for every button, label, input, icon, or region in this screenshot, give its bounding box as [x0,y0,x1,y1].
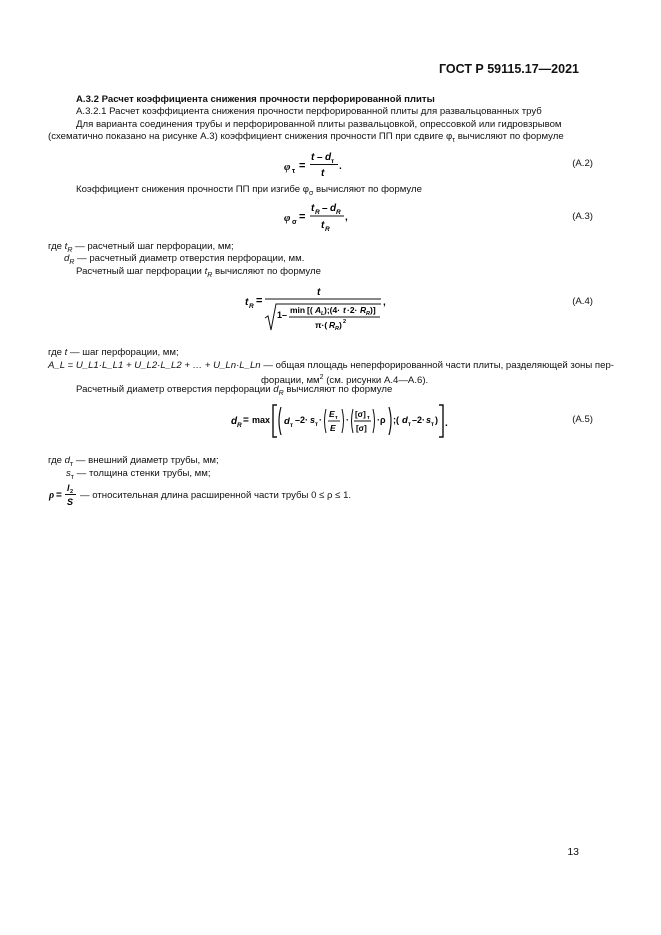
svg-text:d: d [284,416,290,427]
svg-text:E: E [330,423,336,433]
svg-text:–: – [322,203,328,214]
page-number: 13 [567,846,579,858]
svg-text:L: L [321,311,325,317]
svg-text:π·(: π·( [315,320,328,330]
svg-text:t: t [343,305,346,315]
svg-text:R: R [366,311,370,317]
svg-text:[σ]: [σ] [356,424,367,433]
svg-text:t: t [321,220,325,231]
svg-text:d: d [231,416,238,427]
svg-text:т: т [431,422,434,428]
svg-text:A: A [315,305,322,315]
svg-text:;(: ;( [393,415,399,425]
svg-text:=: = [243,415,249,426]
subsection-title: А.3.2.1 Расчет коэффициента снижения прочности перфорированной плиты для развальцованных труб [76,106,542,117]
svg-text:): ) [339,320,342,330]
formula-a3 [282,200,372,239]
svg-text:R: R [329,320,336,330]
formula-a2-number: (А.2) [572,158,593,169]
where-dt-definition: где $d_т$ — внешний диаметр трубы, мм; [48,455,219,468]
paragraph-1-line-1: Для варианта соединения трубы и перфорированной плиты развальцовкой, опрессовкой или гидровзрывом [76,119,562,130]
where-dr-definition: $d_R$ — расчетный диаметр отверстия перфорации, мм. [64,253,305,266]
svg-text:т: т [315,422,318,428]
svg-text:d: d [330,203,337,214]
formula-a5-graphic [229,402,449,440]
svg-text:);(4·: );(4· [324,305,341,315]
svg-text:·: · [319,415,322,425]
svg-text:t: t [245,297,249,308]
svg-text:S: S [67,497,74,507]
svg-text:=: = [56,490,62,501]
formula-a5-number: (А.5) [572,414,593,425]
formula-a3-number: (А.3) [572,211,593,222]
svg-text:т: т [408,422,411,428]
svg-text:т: т [290,423,293,429]
svg-text:R: R [237,422,242,429]
svg-text:–2·: –2· [295,415,309,425]
where-t-definition: где t — шаг перфорации, мм; [48,347,179,358]
svg-text:s: s [426,415,432,425]
svg-text:min: min [290,305,306,315]
svg-text:[σ]: [σ] [355,410,366,419]
where-rho-definition: — относительная длина расширенной части трубы 0 ≤ ρ ≤ 1. [80,490,352,501]
svg-text:σ: σ [292,219,297,226]
al-definition-line-1: A_L = U_L1·L_L1 + U_L2·L_L2 + … + U_Ln·L_Ln — общая площадь неперфорированной части плиты, разделяющей зоны пер- [48,360,614,371]
formula-rho [48,480,80,515]
document-header: ГОСТ Р 59115.17—2021 [438,62,579,76]
svg-text:τ: τ [292,168,296,175]
svg-text:,: , [345,212,348,223]
svg-text:max: max [252,415,271,425]
formula-a2-graphic [282,148,362,182]
svg-text:.: . [339,161,342,172]
formula-a5 [229,402,449,445]
paragraph-3: Расчетный шаг перфорации $t_R$ вычисляют по формуле [76,266,321,279]
svg-text:φ: φ [284,212,291,224]
svg-text:R: R [249,303,254,310]
svg-text:·2·: ·2· [347,305,358,315]
svg-text:d: d [325,152,332,163]
svg-text:·: · [346,415,349,425]
svg-text:t: t [311,152,315,163]
svg-text:l: l [67,483,70,493]
svg-text:): ) [435,415,438,425]
svg-text:·ρ: ·ρ [377,415,386,425]
where-tr-definition: где $t_R$ — расчетный шаг перфорации, мм; [48,241,234,254]
paragraph-2: Коэффициент снижения прочности ПП при изгибе $\varphi_\sigma$ вычисляют по формуле [76,184,422,197]
formula-a4-graphic [243,284,393,336]
svg-text:,: , [383,297,386,308]
paragraph-4: Расчетный диаметр отверстия перфорации $d_R$ вычисляют по формуле [76,384,393,397]
svg-text:E: E [329,409,335,419]
formula-a4 [243,284,393,341]
svg-text:.: . [445,418,448,429]
svg-text:2: 2 [70,489,74,495]
paragraph-1-line-2: (схематично показано на рисунке А.3) коэффициент снижения прочности ПП при сдвиге $\varphi_\tau$ вычисляют по формуле [48,131,564,144]
svg-text:)]: )] [370,305,376,315]
svg-text:t: t [311,203,315,214]
svg-text:t: t [317,287,321,298]
svg-text:1–: 1– [277,310,288,320]
where-st-definition: $s_т$ — толщина стенки трубы, мм; [66,468,211,481]
formula-rho-graphic [48,480,80,510]
svg-text:–2·: –2· [412,415,426,425]
svg-text:φ: φ [284,161,291,173]
svg-text:т: т [367,415,370,421]
svg-text:s: s [310,415,316,425]
svg-text:ρ: ρ [49,490,55,501]
svg-text:=: = [256,295,263,307]
svg-text:R: R [315,209,320,216]
svg-text:R: R [325,226,330,233]
svg-text:т: т [331,158,335,165]
formula-a4-number: (А.4) [572,296,593,307]
svg-text:т: т [335,415,338,421]
svg-text:d: d [402,415,408,426]
svg-text:R: R [336,209,341,216]
svg-text:2: 2 [343,319,347,325]
svg-text:[(: [( [307,305,313,315]
svg-text:–: – [317,152,323,163]
svg-text:R: R [335,326,339,332]
al-definition-line-2: форации, $мм^2$ (см. рисунки А.4—А.6). [261,374,429,387]
svg-text:t: t [321,168,325,179]
svg-text:=: = [299,211,306,223]
svg-text:R: R [360,305,367,315]
section-title: А.3.2 Расчет коэффициента снижения прочности перфорированной плиты [76,94,435,105]
formula-a3-graphic [282,200,372,234]
formula-a2 [282,148,362,187]
svg-text:=: = [299,160,306,172]
